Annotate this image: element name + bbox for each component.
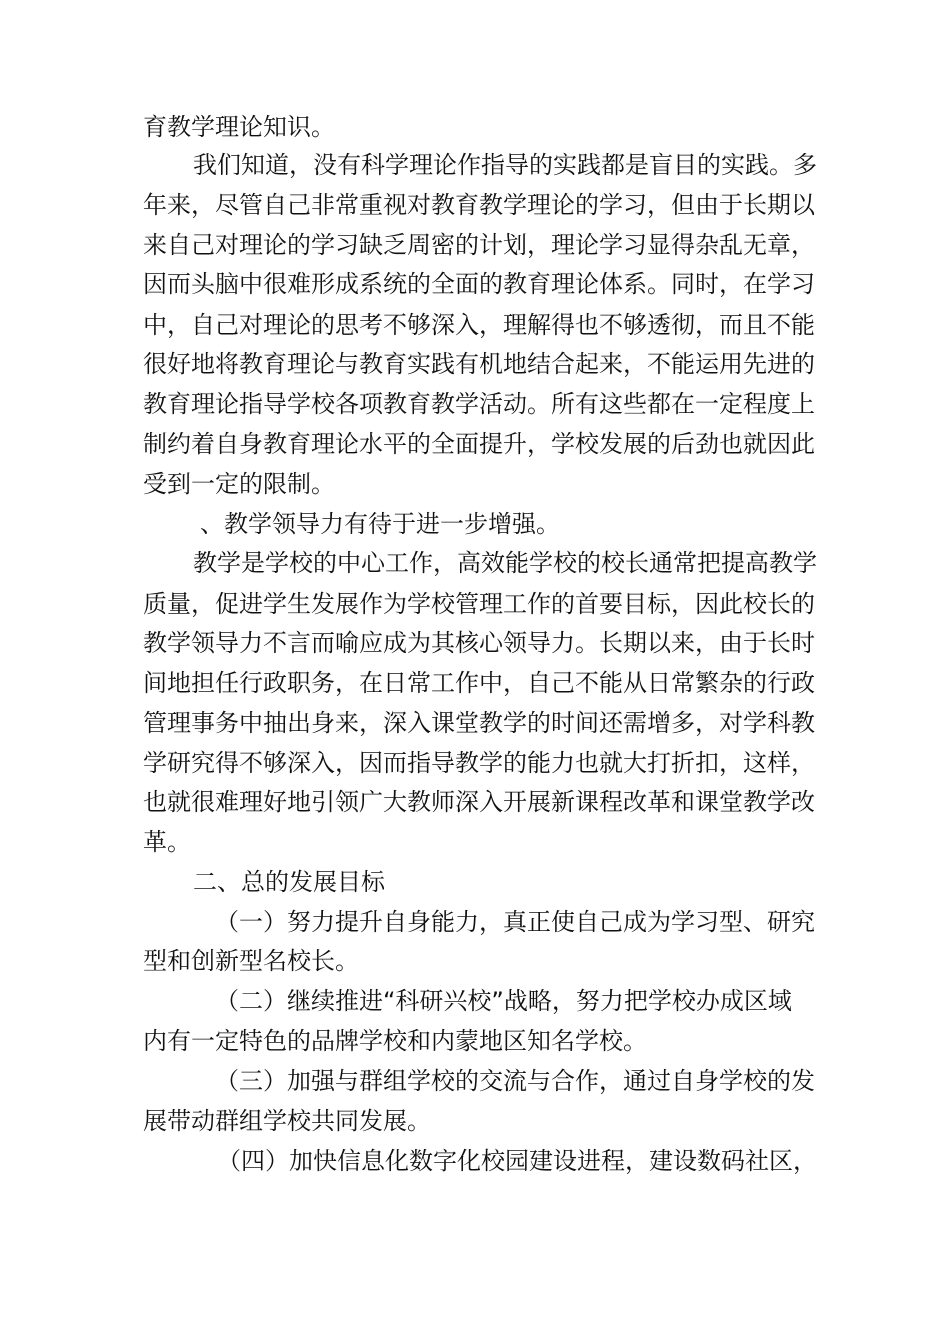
section-heading: 二、总的发展目标 — [193, 868, 385, 896]
goal-item-first-line: （二）继续推进“科研兴校”战略，努力把学校办成区域 — [215, 987, 792, 1015]
text-line: 育教学理论知识。 — [143, 113, 335, 141]
text-line: 管理事务中抽出身来，深入课堂教学的时间还需增多，对学科教 — [143, 709, 815, 737]
text-line: 内有一定特色的品牌学校和内蒙地区知名学校。 — [143, 1027, 647, 1055]
text-line: 中，自己对理论的思考不够深入，理解得也不够透彻，而且不能 — [143, 311, 815, 339]
text-line: 很好地将教育理论与教育实践有机地结合起来，不能运用先进的 — [143, 350, 815, 378]
text-line: 间地担任行政职务，在日常工作中，自己不能从日常繁杂的行政 — [143, 669, 815, 697]
text-line: 因而头脑中很难形成系统的全面的教育理论体系。同时，在学习 — [143, 270, 815, 298]
text-line: 年来，尽管自己非常重视对教育教学理论的学习，但由于长期以 — [143, 191, 815, 219]
text-line: 也就很难理好地引领广大教师深入开展新课程改革和课堂教学改 — [143, 788, 815, 816]
text-line: 制约着自身教育理论水平的全面提升，学校发展的后劲也就因此 — [143, 430, 815, 458]
text-line: 来自己对理论的学习缺乏周密的计划，理论学习显得杂乱无章， — [143, 231, 815, 259]
text-line: 型和创新型名校长。 — [143, 947, 359, 975]
text-line: 受到一定的限制。 — [143, 470, 335, 498]
goal-item-first-line: （三）加强与群组学校的交流与合作，通过自身学校的发 — [215, 1067, 815, 1095]
text-line: 展带动群组学校共同发展。 — [143, 1107, 431, 1135]
paragraph-first-line: 我们知道，没有科学理论作指导的实践都是盲目的实践。多 — [193, 151, 817, 179]
paragraph-first-line: 教学是学校的中心工作，高效能学校的校长通常把提高教学 — [193, 549, 817, 577]
text-line: 质量，促进学生发展作为学校管理工作的首要目标，因此校长的 — [143, 590, 815, 618]
section-heading: 、教学领导力有待于进一步增强。 — [200, 510, 560, 538]
goal-item-first-line: （一）努力提升自身能力，真正使自己成为学习型、研究 — [215, 908, 815, 936]
text-line: 教学领导力不言而喻应成为其核心领导力。长期以来，由于长时 — [143, 629, 815, 657]
text-line: 教育理论指导学校各项教育教学活动。所有这些都在一定程度上 — [143, 390, 815, 418]
goal-item-first-line: （四）加快信息化数字化校园建设进程，建设数码社区， — [217, 1147, 817, 1175]
text-line: 学研究得不够深入，因而指导教学的能力也就大打折扣，这样， — [143, 749, 815, 777]
text-line: 革。 — [143, 828, 191, 856]
